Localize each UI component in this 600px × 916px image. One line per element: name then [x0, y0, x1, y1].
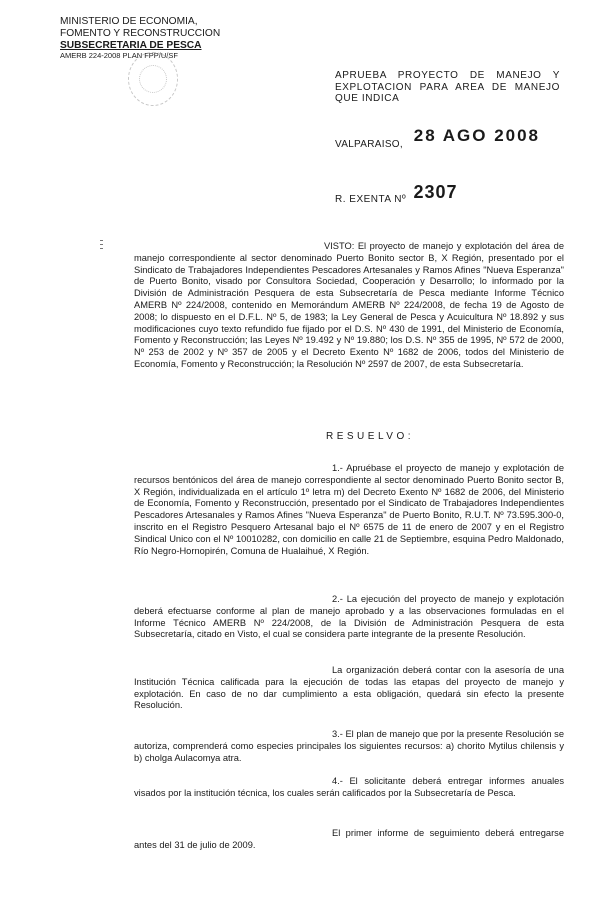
- article-2-paragraph: [134, 594, 564, 641]
- place-label: VALPARAISO,: [335, 139, 403, 150]
- visto-paragraph: [134, 241, 564, 371]
- place-date-line: [335, 126, 541, 152]
- article-4-paragraph: [134, 776, 564, 800]
- article-1-paragraph: [134, 463, 564, 557]
- exenta-label: R. EXENTA Nº: [335, 194, 407, 205]
- ministry-line-1: MINISTERIO DE ECONOMIA,: [60, 16, 198, 27]
- first-report-text: El primer informe de seguimiento deberá entregarse antes del 31 de julio de 2009.: [134, 828, 564, 850]
- stamped-date: 28 AGO 2008: [413, 126, 541, 145]
- resuelvo-heading: RESUELVO:: [326, 431, 414, 442]
- article-3-text: 3.- El plan de manejo que por la presente Resolución se autoriza, comprenderá como especies principales los siguientes recursos: a) chorito Mytilus chilensis y b) cholga Aulacomya atra.: [134, 729, 564, 763]
- advisory-text: La organización deberá contar con la asesoría de una Institución Técnica calificada para la ejecución de todas las etapas del proyecto de manejo y explotación. En caso de no dar cumplimiento a esta obligación, quedará sin efecto la presente Resolución.: [134, 665, 564, 711]
- article-2-text: 2.- La ejecución del proyecto de manejo y explotación deberá efectuarse conforme al plan de manejo aprobado y a las observaciones formuladas en el Informe Técnico AMERB Nº 224/2008, de la División de Administración Pesquera de esta Subsecretaría, citado en Visto, el cual se considera parte integrante de la presente Resolución.: [134, 594, 564, 640]
- plan-reference: AMERB 224-2008 PLAN FPP/U/SF: [60, 51, 178, 61]
- article-4-text: 4.- El solicitante deberá entregar informes anuales visados por la institución técnica, los cuales serán calificados por la Subsecretaría de Pesca.: [134, 776, 564, 798]
- advisory-paragraph: [134, 665, 564, 712]
- ministry-line-2: FOMENTO Y RECONSTRUCCION: [60, 27, 221, 39]
- margin-marks: [100, 237, 108, 257]
- exenta-number: 2307: [413, 182, 458, 202]
- exenta-number-line: [335, 182, 458, 207]
- subsecretary-name: SUBSECRETARIA DE PESCA: [60, 39, 202, 51]
- first-report-paragraph: [134, 828, 564, 852]
- official-seal-stamp: [128, 52, 178, 106]
- visto-text: VISTO: El proyecto de manejo y explotación del área de manejo correspondiente al sector denominado Puerto Bonito sector B, X Región, presentado por el Sindicato de Trabajadores Independientes Pescadores Artesanales y Ramos Afines "Nueva Esperanza" de Puerto Bonito, visado por Consultora Sociedad, Cooperación y Desarrollo; lo informado por la División de Administración Pesquera de esta Subsecretaría de Pesca mediante Informe Técnico AMERB Nº 224/2008, contenido en Memorándum AMERB Nº 224/2008, de fecha 19 de Agosto de 2008; lo dispuesto en el D.F.L. Nº 5, de 1983; la Ley General de Pesca y Acuicultura Nº 18.892 y sus modificaciones cuyo texto refundido fue fijado por el D.S. Nº 430 de 1991, del Ministerio de Economía, Fomento y Reconstrucción; las Leyes Nº 19.492 y Nº 19.880; los D.S. Nº 355 de 1995, Nº 572 de 2000, Nº 253 de 2002 y Nº 357 de 2005 y el Decreto Exento Nº 1682 de 2006, todos del Ministerio de Economía, Fomento y Reconstrucción; la Resolución Nº 2597 de 2007, de esta Subsecretaría.: [134, 241, 564, 369]
- article-1-text: 1.- Apruébase el proyecto de manejo y explotación de recursos bentónicos del área de manejo correspondiente al sector denominado Puerto Bonito sector B, X Región, individualizada en el artículo 1º letra m) del Decreto Exento Nº 1682 de 2006, del Ministerio de Economía, Fomento y Reconstrucción, presentado por el Sindicato de Trabajadores Independientes Pescadores Artesanales y Ramos Afines "Nueva Esperanza" de Puerto Bonito, R.U.T. Nº 73.595.300-0, inscrito en el Registro Pesquero Artesanal bajo el Nº 6575 de 11 de enero de 2007 y en el Registro Sindical Unico con el Nº 10010282, con domicilio en calle 21 de Septiembre, esquina Pedro Maldonado, Río Negro-Hornopirén, Comuna de Hualaihué, X Región.: [134, 463, 564, 556]
- resolution-subject: APRUEBA PROYECTO DE MANEJO Y EXPLOTACION PARA AREA DE MANEJO QUE INDICA: [335, 70, 560, 104]
- article-3-paragraph: [134, 729, 564, 764]
